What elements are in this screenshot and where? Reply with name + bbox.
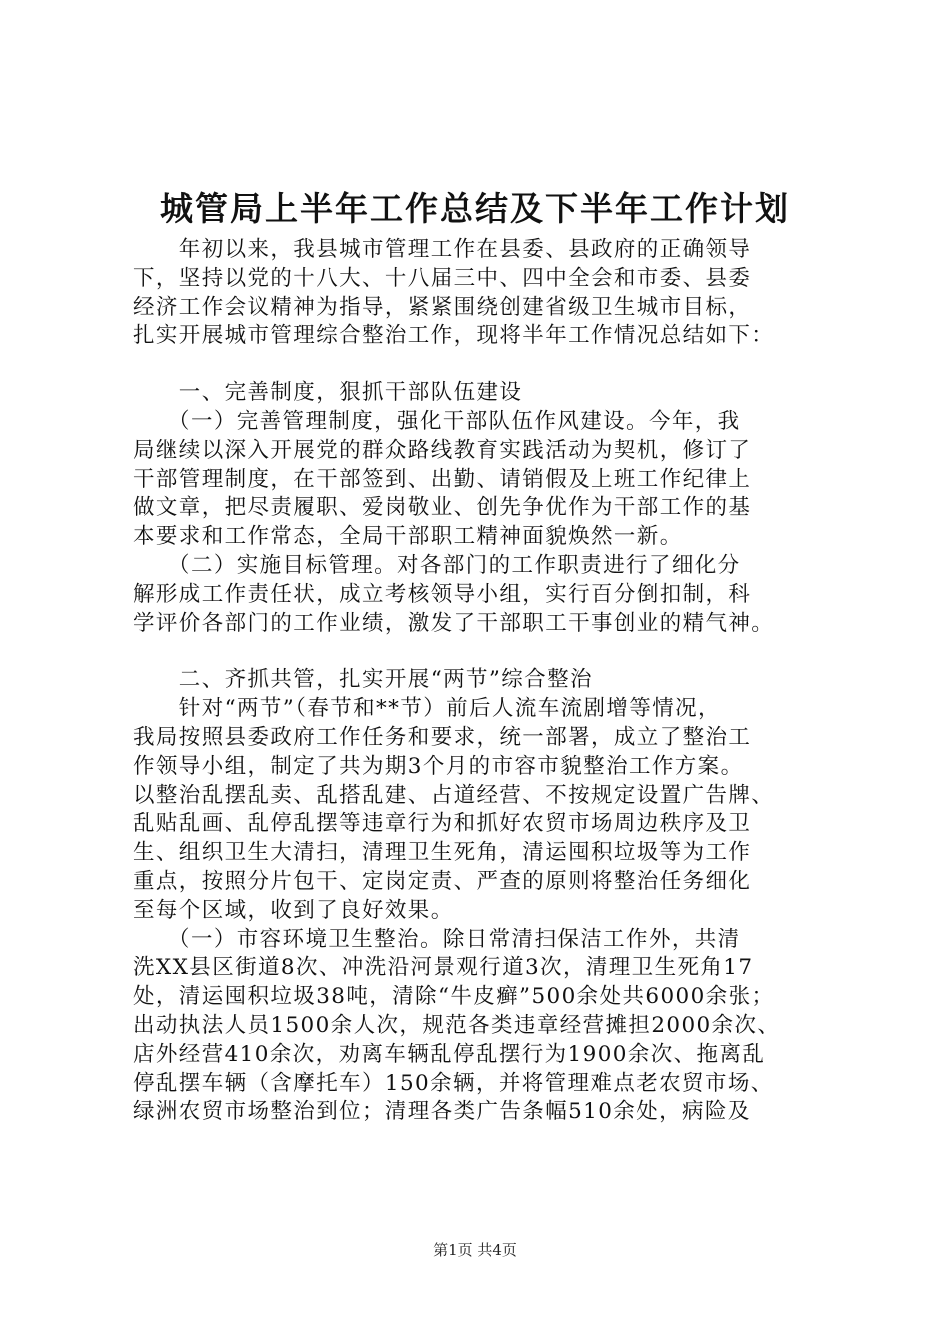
paragraph-line: （二）实施目标管理。对各部门的工作职责进行了细化分 [133,552,741,578]
document-title: 城管局上半年工作总结及下半年工作计划 [160,189,790,228]
paragraph-line: 下，坚持以党的十八大、十八届三中、四中全会和市委、县委 [133,265,752,291]
paragraph-line: 生、组织卫生大清扫，清理卫生死角，清运囤积垃圾等为工作 [133,840,752,866]
paragraph-line: 重点，按照分片包干、定岗定责、严查的原则将整治任务细化 [133,868,752,894]
paragraph-line: 至每个区域，收到了良好效果。 [133,897,454,923]
paragraph-line: 出动执法人员1500余人次，规范各类违章经营摊担2000余次、 [133,1012,781,1038]
page-number-footer: 第1页 共4页 [433,1241,517,1259]
paragraph-line: 乱贴乱画、乱停乱摆等违章行为和抓好农贸市场周边秩序及卫 [133,811,752,837]
paragraph-line: 作领导小组，制定了共为期3个月的市容市貌整治工作方案。 [133,753,744,779]
paragraph-line: 洗XX县区街道8次、冲洗沿河景观行道3次，清理卫生死角17 [133,955,754,981]
paragraph-line: 年初以来，我县城市管理工作在县委、县政府的正确领导 [133,237,752,262]
paragraph-line: 做文章，把尽责履职、爱岗敬业、创先争优作为干部工作的基 [133,495,752,521]
section-heading: 二、齐抓共管，扎实开展“两节”综合整治 [133,667,593,693]
paragraph-line: 扎实开展城市管理综合整治工作，现将半年工作情况总结如下： [133,323,775,349]
paragraph-line: 绿洲农贸市场整治到位；清理各类广告条幅510余处，病险及 [133,1099,751,1125]
paragraph-line: （一）完善管理制度，强化干部队伍作风建设。今年，我 [133,408,741,434]
paragraph-line: 本要求和工作常态，全局干部职工精神面貌焕然一新。 [133,524,683,550]
paragraph-spacer [133,351,853,379]
paragraph-spacer [133,638,853,666]
section-heading: 一、完善制度，狠抓干部队伍建设 [133,380,523,406]
paragraph-line: （一）市容环境卫生整治。除日常清扫保洁工作外，共清 [133,926,741,952]
paragraph-line: 处，清运囤积垃圾38吨，清除“牛皮癣”500余处共6000余张； [133,984,775,1010]
paragraph-line: 以整治乱摆乱卖、乱搭乱建、占道经营、不按规定设置广告牌、 [133,782,775,808]
paragraph-line: 停乱摆车辆（含摩托车）150余辆，并将管理难点老农贸市场、 [133,1070,774,1096]
paragraph-line: 我局按照县委政府工作任务和要求，统一部署，成立了整治工 [133,724,752,750]
paragraph-line: 局继续以深入开展党的群众路线教育实践活动为契机，修订了 [133,437,752,463]
paragraph-line: 干部管理制度，在干部签到、出勤、请销假及上班工作纪律上 [133,466,752,492]
paragraph-line: 学评价各部门的工作业绩，激发了干部职工干事创业的精气神。 [133,610,775,636]
paragraph-line: 解形成工作责任状，成立考核领导小组，实行百分倒扣制，科 [133,581,752,607]
document-body [133,236,853,1127]
paragraph-line: 经济工作会议精神为指导，紧紧围绕创建省级卫生城市目标， [133,294,752,320]
paragraph-line: 店外经营410余次，劝离车辆乱停乱摆行为1900余次、拖离乱 [133,1041,766,1067]
paragraph-line: 针对“两节”（春节和**节）前后人流车流剧增等情况， [133,696,721,722]
